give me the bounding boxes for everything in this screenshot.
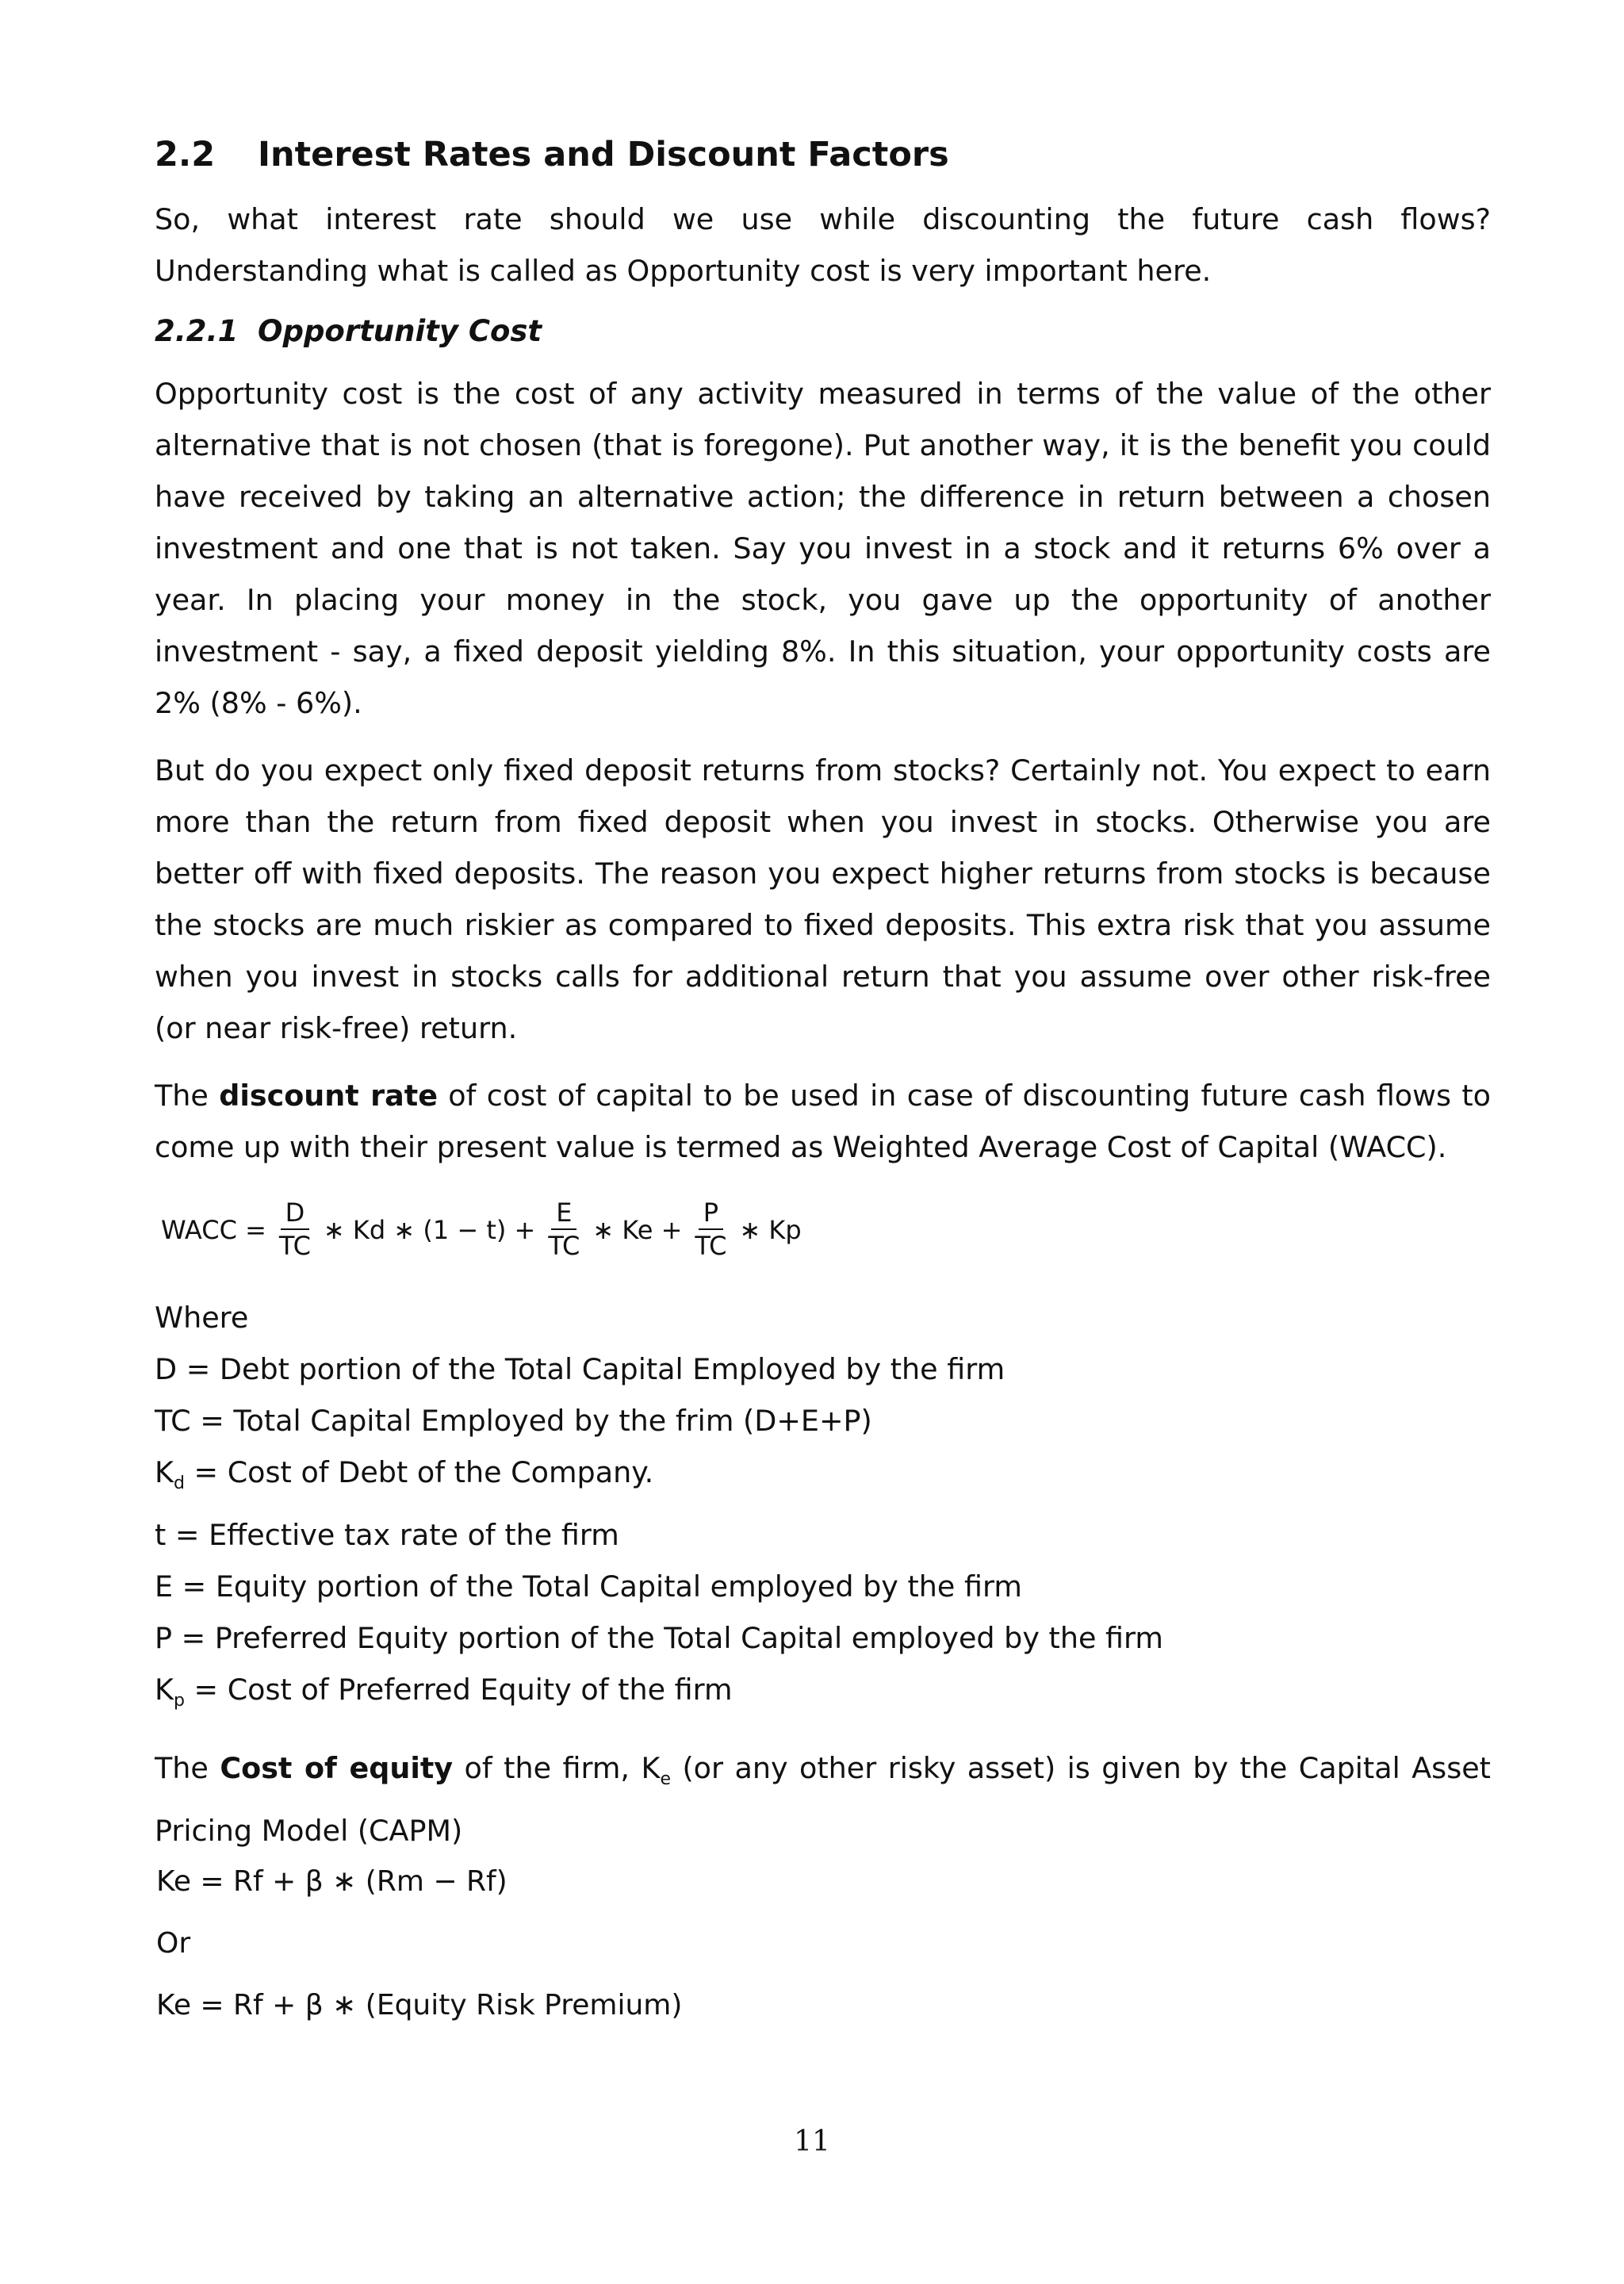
definition-kp-text: = Cost of Preferred Equity of the firm: [184, 1672, 733, 1707]
fraction-denominator: TC: [278, 1230, 311, 1261]
discount-rate-paragraph: [155, 1070, 1491, 1173]
definition-kp: [155, 1664, 1491, 1726]
wacc-formula: [158, 1190, 1491, 1270]
fraction-numerator: D: [281, 1199, 310, 1230]
definition-p: P = Preferred Equity portion of the Total Capital employed by the firm: [155, 1620, 1163, 1655]
wacc-term-preferred: ∗ Kp: [739, 1214, 802, 1245]
wacc-term-debt: ∗ Kd ∗ (1 − t) +: [323, 1214, 536, 1245]
fraction-denominator: TC: [548, 1230, 580, 1261]
fraction-numerator: E: [551, 1199, 576, 1230]
wacc-fraction-preferred: [695, 1199, 726, 1261]
document-page: [155, 135, 1491, 2042]
capm-formula-alt: Ke = Rf + β ∗ (Equity Risk Premium): [156, 1988, 683, 2021]
subsection-title: Opportunity Cost: [258, 313, 542, 348]
where-label: Where: [155, 1300, 249, 1335]
wacc-term-equity: ∗ Ke +: [592, 1214, 683, 1245]
subscript-d: d: [173, 1473, 185, 1493]
intro-paragraph: So, what interest rate should we use while discounting the future cash flows? Understanding what is called as Opportunity cost is very important here.: [155, 201, 1491, 288]
definition-t: t = Effective tax rate of the firm: [155, 1517, 619, 1552]
cost-of-equity-paragraph: [155, 1742, 1491, 1857]
cost-of-equity-mid: of the firm, K: [453, 1750, 661, 1785]
definition-kd-text: = Cost of Debt of the Company.: [184, 1454, 654, 1489]
cost-of-equity-post: (or any other risky asset) is given by the Capital Asset Pricing Model (CAPM): [155, 1750, 1491, 1848]
cost-of-equity-term: Cost of equity: [220, 1750, 454, 1785]
section-heading: [155, 135, 1491, 176]
discount-rate-pre: The: [155, 1078, 220, 1113]
definition-d: D = Debt portion of the Total Capital Employed by the firm: [155, 1351, 1005, 1386]
definitions-list: [155, 1292, 1491, 1726]
risk-return-paragraph: But do you expect only fixed deposit returns from stocks? Certainly not. You expect to earn more than the return from fixed deposit when you invest in stocks. Otherwise you are better off with fixed deposits. The reason you expect higher returns from stocks is because the stocks are much riskier as compared to fixed deposits. This extra risk that you assume when you invest in stocks calls for additional return that you assume over other risk-free (or near risk-free) return.: [155, 753, 1491, 1045]
definition-kd: [155, 1447, 1491, 1509]
fraction-numerator: P: [699, 1199, 723, 1230]
discount-rate-term: discount rate: [219, 1078, 438, 1113]
subsection-heading: [155, 312, 1491, 351]
section-number: 2.2: [155, 135, 216, 174]
definition-tc: TC = Total Capital Employed by the frim (D+E+P): [155, 1403, 872, 1438]
subscript-e: e: [660, 1769, 671, 1789]
wacc-lhs: WACC =: [161, 1214, 266, 1245]
page-number: 11: [794, 2125, 830, 2158]
section-title: Interest Rates and Discount Factors: [258, 135, 949, 174]
cost-of-equity-pre: The: [155, 1750, 220, 1785]
symbol-k: K: [155, 1672, 174, 1707]
wacc-fraction-equity: [548, 1199, 580, 1261]
capm-formula: Ke = Rf + β ∗ (Rm − Rf): [156, 1864, 508, 1898]
wacc-fraction-debt: [279, 1199, 311, 1261]
discount-rate-post: of cost of capital to be used in case of discounting future cash flows to come up with their present value is termed as Weighted Average Cost of Capital (WACC).: [155, 1078, 1491, 1164]
or-label: Or: [156, 1926, 191, 1960]
fraction-denominator: TC: [695, 1230, 727, 1261]
subsection-number: 2.2.1: [155, 313, 239, 348]
opportunity-cost-paragraph: Opportunity cost is the cost of any activity measured in terms of the value of the other alternative that is not chosen (that is foregone). Put another way, it is the benefit you could have received by taking an alternative action; the difference in return between a chosen investment and one that is not taken. Say you invest in a stock and it returns 6% over a year. In placing your money in the stock, you gave up the opportunity of another investment - say, a fixed deposit yielding 8%. In this situation, your opportunity costs are 2% (8% - 6%).: [155, 376, 1491, 720]
subscript-p: p: [173, 1690, 185, 1711]
definition-e: E = Equity portion of the Total Capital employed by the firm: [155, 1569, 1022, 1604]
symbol-k: K: [155, 1454, 174, 1489]
